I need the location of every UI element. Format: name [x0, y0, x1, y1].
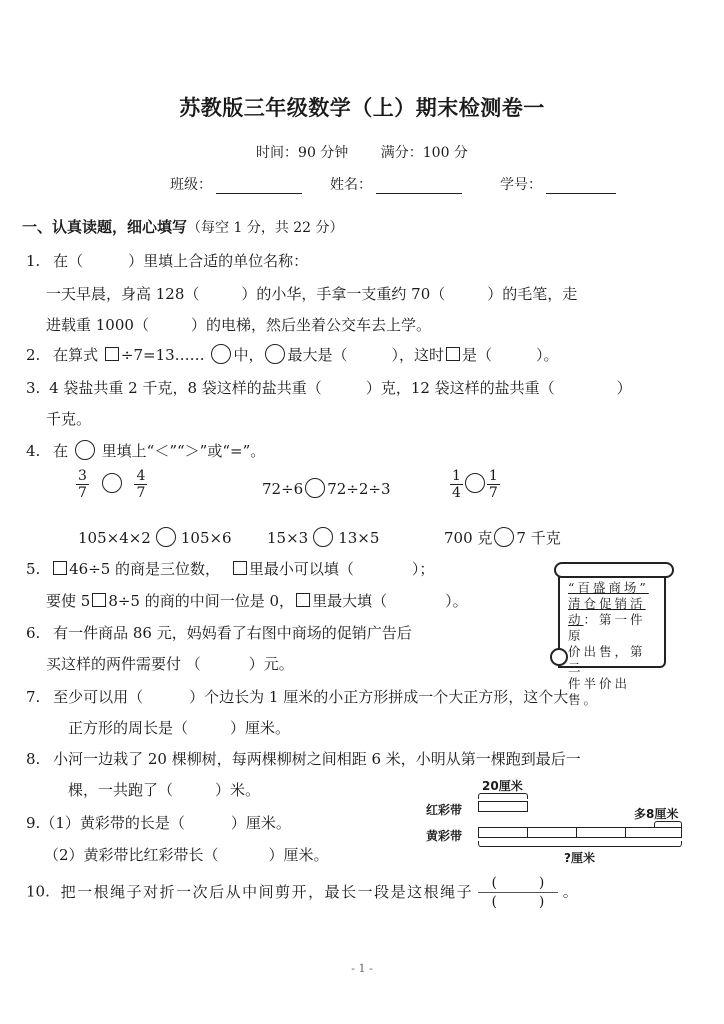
red-ribbon-label: 红彩带 [426, 803, 463, 817]
expression-right: 105×6 [180, 529, 232, 547]
red-ribbon-length-label: 20厘米 [482, 779, 523, 793]
square-placeholder-icon [105, 347, 119, 361]
section-1-heading [22, 216, 344, 237]
expression-right: 13×5 [338, 529, 380, 547]
compare-circle[interactable] [102, 473, 122, 493]
numerator: 1 [488, 468, 498, 484]
question-text: 中， [233, 346, 264, 364]
expression-left: 15×3 [267, 529, 309, 547]
fraction [450, 468, 463, 501]
question-text: 有一件商品 86 元，妈妈看了右图中商场的促销广告后 [53, 624, 412, 642]
question-1-line-1 [26, 250, 308, 271]
question-text: 至少可以用（ [53, 688, 144, 706]
question-2 [26, 344, 559, 365]
expression-right: 72÷2÷3 [327, 480, 391, 498]
question-text: 一天早晨，身高 128（ [46, 285, 200, 303]
promotion-store-name: “百盛商场” [568, 580, 649, 595]
question-1-line-3 [46, 314, 431, 335]
student-id-field[interactable] [500, 174, 616, 194]
question-number: 8. [26, 750, 41, 768]
question-text: 是（ [462, 346, 493, 364]
question-number: 7. [26, 688, 41, 706]
question-text: ）个边长为 1 厘米的小正方形拼成一个大正方形，这个大 [189, 688, 569, 706]
question-9-line-1 [26, 812, 291, 833]
question-text: ）的毛笔，走 [487, 285, 578, 303]
segment-divider [625, 828, 626, 837]
promotion-line: 清仓促销活 [568, 596, 646, 611]
question-text: 要使 5 [46, 592, 91, 610]
page-number: - 1 - [351, 962, 373, 975]
question-text: ）厘米。 [230, 814, 291, 832]
red-ribbon-bar [478, 801, 528, 812]
question-text: 在 [53, 442, 69, 460]
name-field[interactable] [330, 174, 462, 194]
expression-left: 700 克 [444, 529, 493, 547]
expression-left: 105×4×2 [78, 529, 151, 547]
compare-item-5 [267, 527, 379, 547]
yellow-ribbon-bar [478, 827, 682, 838]
scroll-bottom-curl [550, 648, 568, 666]
circle-placeholder-icon [265, 344, 285, 364]
question-text: 46÷5 的商是三位数， [69, 560, 221, 578]
question-number: 1. [26, 252, 41, 270]
question-3-line-1 [26, 377, 632, 398]
exam-meta [0, 142, 724, 162]
square-placeholder-icon [446, 347, 460, 361]
expression-right: 7 千克 [516, 529, 561, 547]
question-text: 最大是（ [287, 346, 348, 364]
compare-circle[interactable] [494, 527, 514, 547]
question-number: 4. [26, 442, 41, 460]
question-text: ），这时 [391, 346, 444, 364]
question-text: 小河一边栽了 20 棵柳树，每两棵柳树之间相距 6 米，小明从第一棵跑到最后一 [53, 750, 581, 768]
yellow-ribbon-label: 黄彩带 [426, 829, 463, 843]
question-text: ）米。 [215, 781, 261, 799]
question-6-line-1 [26, 622, 412, 643]
promotion-line: 价出售，第二 [568, 644, 646, 675]
compare-circle[interactable] [313, 527, 333, 547]
question-text: （2）黄彩带比红彩带长（ [44, 846, 219, 864]
question-8-line-1 [26, 748, 581, 769]
question-number: 2. [26, 346, 41, 364]
promotion-scroll [550, 562, 674, 707]
question-text: ）； [411, 560, 435, 578]
question-text: 里最小可以填（ [248, 560, 354, 578]
question-text: ）。 [445, 592, 468, 610]
fraction [487, 468, 500, 501]
question-text: 里最大填（ [312, 592, 388, 610]
question-number: 6. [26, 624, 41, 642]
question-number: 10. [26, 882, 50, 901]
segment-divider [576, 828, 577, 837]
square-placeholder-icon [233, 561, 247, 575]
question-number: 9. [26, 814, 41, 832]
question-text: ） [616, 379, 632, 397]
compare-circle[interactable] [465, 473, 485, 493]
question-text: ）克，12 袋这样的盐共重（ [365, 379, 555, 397]
question-text: 进载重 1000（ [46, 316, 149, 334]
compare-circle[interactable] [156, 527, 176, 547]
compare-item-3 [450, 468, 500, 501]
question-text: ）。 [536, 346, 559, 364]
question-7-line-2 [68, 717, 290, 738]
compare-item-2 [262, 478, 391, 498]
numerator: 3 [78, 468, 87, 484]
question-8-line-2 [68, 779, 260, 800]
promotion-word: 动 [568, 612, 584, 627]
fraction [76, 468, 89, 501]
total-length-label: ?厘米 [564, 851, 595, 865]
ribbon-diagram [426, 777, 696, 872]
denominator: 7 [136, 485, 146, 501]
question-text: 4 袋盐共重 2 千克，8 袋这样的盐共重（ [49, 379, 322, 397]
question-text: 把一根绳子对折一次后从中间剪开，最长一段是这根绳子 [60, 882, 474, 901]
question-1-line-2 [46, 283, 577, 304]
red-ribbon-brace [478, 793, 528, 799]
question-text: ）厘米。 [268, 846, 329, 864]
fraction [134, 468, 147, 501]
question-text: 买这样的两件需要付 （ [46, 655, 201, 673]
question-text: （1）黄彩带的长是（ [40, 814, 185, 832]
question-4 [26, 440, 265, 461]
question-10 [26, 874, 578, 911]
question-text: 在（ ）里填上合适的单位名称： [53, 252, 309, 270]
question-6-line-2 [46, 653, 294, 674]
question-text: 。 [562, 882, 578, 901]
compare-item-1 [76, 468, 147, 501]
promotion-line [568, 612, 660, 644]
class-blank[interactable] [216, 179, 302, 194]
denominator: 7 [78, 485, 87, 501]
question-5-line-1 [26, 558, 434, 579]
compare-circle[interactable] [305, 478, 325, 498]
question-text: ）的小华，手拿一支重约 70（ [241, 285, 446, 303]
denominator: 7 [488, 485, 498, 501]
exam-score: 满分：100 分 [380, 145, 468, 161]
question-5-line-2 [46, 590, 468, 611]
question-7-line-1 [26, 686, 568, 707]
question-9-line-2 [44, 844, 329, 865]
exam-time: 时间：90 分钟 [256, 145, 349, 161]
question-text: 正方形的周长是（ [68, 719, 189, 737]
numerator-blank[interactable]: ( ) [478, 874, 558, 893]
extra-length-label: 多8厘米 [634, 807, 679, 821]
section-1-note: （每空 1 分，共 22 分） [187, 220, 344, 236]
compare-item-6 [444, 527, 561, 548]
circle-placeholder-icon [211, 344, 231, 364]
promotion-text [568, 580, 660, 708]
name-label: 姓名： [330, 177, 372, 193]
class-field[interactable] [170, 174, 302, 194]
fraction-answer-blank[interactable] [478, 874, 558, 911]
question-text: ）元。 [248, 655, 294, 673]
question-3-line-2: 千克。 [46, 410, 92, 428]
student-id-blank[interactable] [546, 179, 616, 194]
numerator: 4 [136, 468, 146, 484]
segment-divider [527, 828, 528, 837]
question-text: ）厘米。 [230, 719, 291, 737]
name-blank[interactable] [376, 179, 462, 194]
numerator: 1 [452, 468, 461, 484]
compare-item-4 [78, 527, 232, 547]
total-length-brace [478, 841, 682, 847]
question-number: 5. [26, 560, 41, 578]
scroll-top-roll [554, 562, 674, 578]
section-1-title: 一、认真读题，细心填写 [22, 218, 188, 236]
question-number: 3. [26, 379, 41, 397]
denominator-blank[interactable]: ( ) [491, 894, 545, 910]
exam-title: 苏教版三年级数学（上）期末检测卷一 [179, 96, 545, 120]
promotion-line: 件半价出售。 [568, 676, 631, 707]
square-placeholder-icon [53, 561, 67, 575]
question-text: ÷7=13…… [120, 346, 205, 364]
question-text: ）的电梯，然后坐着公交车去上学。 [190, 316, 431, 334]
square-placeholder-icon [296, 593, 310, 607]
square-placeholder-icon [92, 593, 106, 607]
student-id-label: 学号： [500, 177, 542, 193]
circle-placeholder-icon [75, 440, 95, 460]
denominator: 4 [452, 485, 461, 501]
question-text: 里填上“＜”“＞”或“=”。 [101, 442, 266, 460]
expression-left: 72÷6 [262, 480, 304, 498]
class-label: 班级： [170, 177, 212, 193]
question-text: 8÷5 的商的中间一位是 0， [108, 592, 295, 610]
promotion-word: ：第一件原 [568, 612, 646, 643]
question-text: 在算式 [53, 346, 99, 364]
question-text: 棵，一共跑了（ [68, 781, 174, 799]
